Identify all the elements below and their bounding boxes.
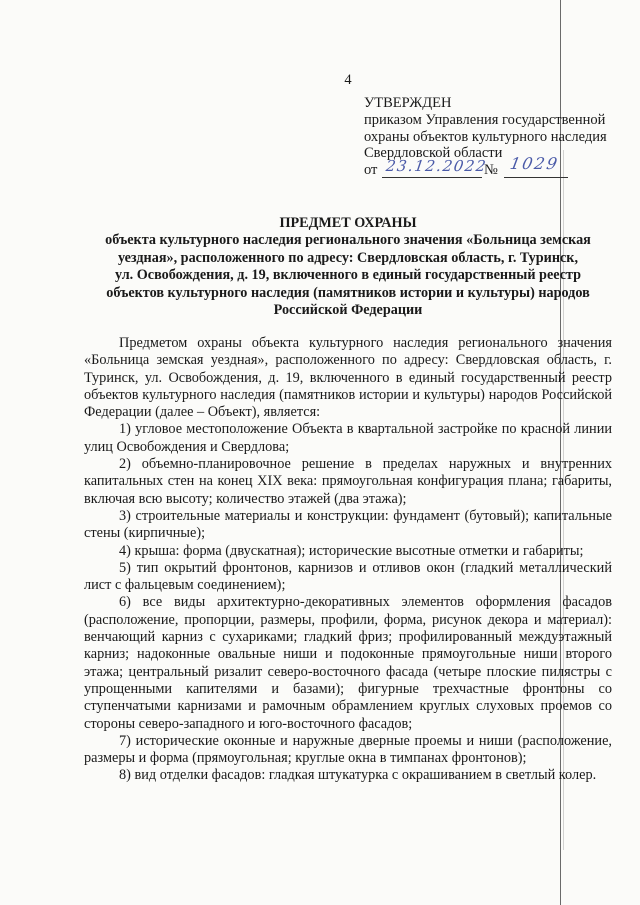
item-1-location: 1) угловое местоположение Объекта в квартальной застройке по красной линии улиц Освобождения и Свердлова; bbox=[84, 421, 612, 455]
approval-date-line bbox=[364, 154, 624, 180]
heading-title: ПРЕДМЕТ ОХРАНЫ bbox=[279, 215, 417, 231]
number-label: № bbox=[484, 162, 498, 179]
page-number: 4 bbox=[344, 72, 352, 88]
document-body bbox=[84, 335, 612, 785]
item-4-roof: 4) крыша: форма (двускатная); исторические высотные отметки и габариты; bbox=[119, 542, 584, 559]
heading-line: объектов культурного наследия (памятников истории и культуры) народов bbox=[106, 284, 590, 301]
item-8-facade-finish: 8) вид отделки фасадов: гладкая штукатурка с окрашиванием в светлый колер. bbox=[119, 767, 597, 784]
heading-line: ул. Освобождения, д. 19, включенного в единый государственный реестр bbox=[114, 267, 582, 284]
heading-line: уездная», расположенного по адресу: Свердловская область, г. Туринск, bbox=[117, 249, 579, 266]
item-2-layout: 2) объемно-планировочное решение в пределах наружных и внутренних капитальных стен на конец XIX века: прямоугольная конфигурация плана; габариты, включая всю высоту; количество этажей (два этажа); bbox=[84, 456, 612, 507]
approval-authority-line1: приказом Управления государственной bbox=[364, 111, 606, 128]
item-3-materials: 3) строительные материалы и конструкции: фундамент (бутовый); капитальные стены (кирпичные); bbox=[84, 507, 612, 542]
date-prefix: от bbox=[364, 162, 378, 179]
approval-region: Свердловской области bbox=[364, 145, 503, 162]
handwritten-number: 1029 bbox=[508, 154, 561, 174]
item-6-decorative-elements: 6) все виды архитектурно-декоративных элементов оформления фасадов (расположение, пропорции, размеры, профили, форма, рисунок декора и материал): венчающий карниз с сухариками; гладкий фриз; профилированный междуэтажный карниз; надоконные овальные ниши и подоконные прямоугольные ниши второго этажа; центральный ризалит северо-восточного фасада (четыре плоские пилястры с упрощенными капителями и базами); фигурные трехчастные фронтоны со ступенчатыми карнизами и рамочным обрамлением круглых слуховых проемов со стороны северо-западного и юго-восточного фасадов; bbox=[84, 594, 612, 732]
approval-title: УТВЕРЖДЕН bbox=[364, 95, 452, 111]
approval-authority-line2: охраны объектов культурного наследия bbox=[364, 128, 607, 145]
intro-paragraph: Предметом охраны объекта культурного наследия регионального значения «Больница земская уездная», расположенного по адресу: Свердловская область, г. Туринск, ул. Освобождения, д. 19, включенного в единый государственный реестр объектов культурного наследия (памятников истории и культуры) народов Российской Федерации (далее – Объект), является: bbox=[84, 335, 612, 421]
date-underline bbox=[382, 177, 482, 178]
item-5-coverings: 5) тип окрытий фронтонов, карнизов и отливов окон (гладкий металлический лист с фальцевым соединением); bbox=[84, 559, 612, 594]
handwritten-date: 23.12.2022 bbox=[384, 157, 489, 176]
heading-line: Российской Федерации bbox=[273, 302, 423, 319]
item-7-openings: 7) исторические оконные и наружные дверные проемы и ниши (расположение, размеры и форма (прямоугольная; круглые окна в тимпанах фронтонов); bbox=[84, 732, 612, 767]
heading-line: объекта культурного наследия регионального значения «Больница земская bbox=[105, 232, 591, 249]
number-underline bbox=[504, 177, 568, 178]
document-heading bbox=[84, 215, 612, 319]
approval-block bbox=[364, 95, 624, 180]
